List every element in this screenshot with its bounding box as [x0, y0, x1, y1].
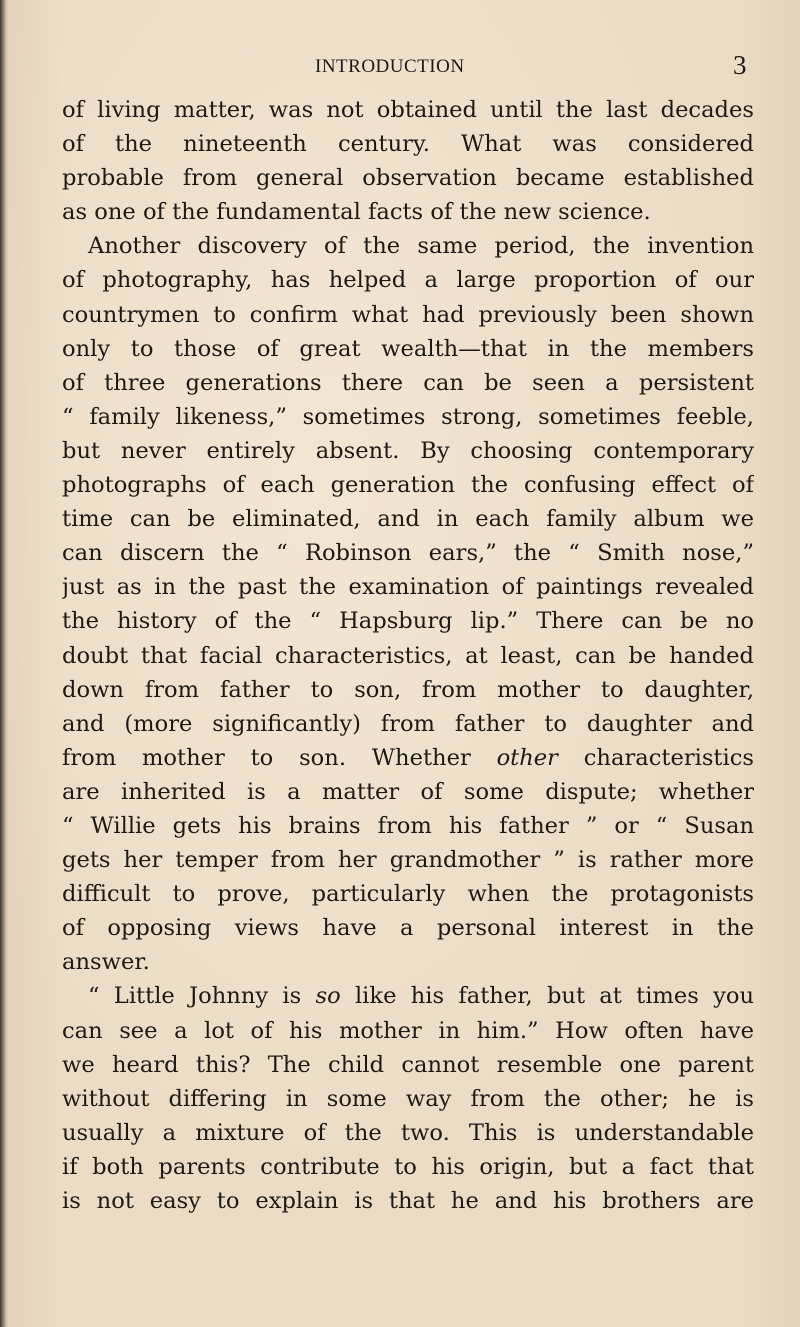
text-line-19: and (more significantly) from father to daughter and: [62, 710, 754, 737]
text-line-26: answer.: [62, 949, 150, 976]
text-line-7: countrymen to confirm what had previously been shown: [62, 301, 754, 328]
emphasis-so: so: [315, 983, 341, 1010]
text-line-17: doubt that facial characteristics, at least, can be handed: [62, 642, 754, 669]
text-line-21: are inherited is a matter of some dispute; whether: [62, 778, 754, 805]
text-line-31: usually a mixture of the two. This is understandable: [62, 1119, 754, 1146]
text-line-14: can discern the “ Robinson ears,” the “ Smith nose,”: [62, 540, 754, 567]
running-head: [0, 50, 800, 84]
text-line-12: photographs of each generation the confusing effect of: [62, 472, 754, 499]
text-line-6: of photography, has helped a large proportion of our: [62, 267, 754, 294]
text-line-30: without differing in some way from the other; he is: [62, 1085, 754, 1112]
text-line-24: difficult to prove, particularly when the protagonists: [62, 881, 754, 908]
emphasis-other: other: [496, 744, 558, 771]
running-head-title: INTRODUCTION: [315, 56, 465, 77]
binding-edge: [0, 0, 8, 1327]
page-number: 3: [733, 50, 747, 80]
text-line-20: from mother to son. Whether other characteristics: [62, 744, 754, 771]
text-line-29: we heard this? The child cannot resemble one parent: [62, 1051, 754, 1078]
text-line-32: if both parents contribute to his origin, but a fact that: [62, 1153, 754, 1180]
text-line-2: of the nineteenth century. What was considered: [62, 131, 754, 158]
text-line-4: as one of the fundamental facts of the new science.: [62, 199, 651, 226]
text-line-15: just as in the past the examination of paintings revealed: [62, 574, 754, 601]
text-line-27: “ Little Johnny is so like his father, but at times you: [88, 983, 754, 1010]
text-line-33: is not easy to explain is that he and his brothers are: [62, 1188, 754, 1214]
text-line-16: the history of the “ Hapsburg lip.” There can be no: [62, 608, 754, 635]
text-line-10: “ family likeness,” sometimes strong, sometimes feeble,: [62, 403, 754, 430]
text-line-8: only to those of great wealth—that in the members: [62, 335, 754, 362]
text-line-28: can see a lot of his mother in him.” How often have: [62, 1017, 754, 1044]
text-line-22: “ Willie gets his brains from his father ” or “ Susan: [62, 812, 754, 839]
text-line-5: Another discovery of the same period, the invention: [88, 233, 754, 260]
text-line-23: gets her temper from her grandmother ” is rather more: [62, 847, 754, 874]
text-line-3: probable from general observation became established: [62, 165, 754, 192]
text-line-25: of opposing views have a personal interest in the: [62, 915, 754, 942]
text-line-9: of three generations there can be seen a persistent: [62, 369, 754, 396]
text-line-13: time can be eliminated, and in each family album we: [62, 506, 754, 533]
text-line-1: of living matter, was not obtained until the last decades: [62, 97, 754, 123]
body-text: [62, 93, 754, 1218]
text-line-18: down from father to son, from mother to daughter,: [62, 676, 754, 703]
text-line-11: but never entirely absent. By choosing contemporary: [62, 437, 754, 464]
